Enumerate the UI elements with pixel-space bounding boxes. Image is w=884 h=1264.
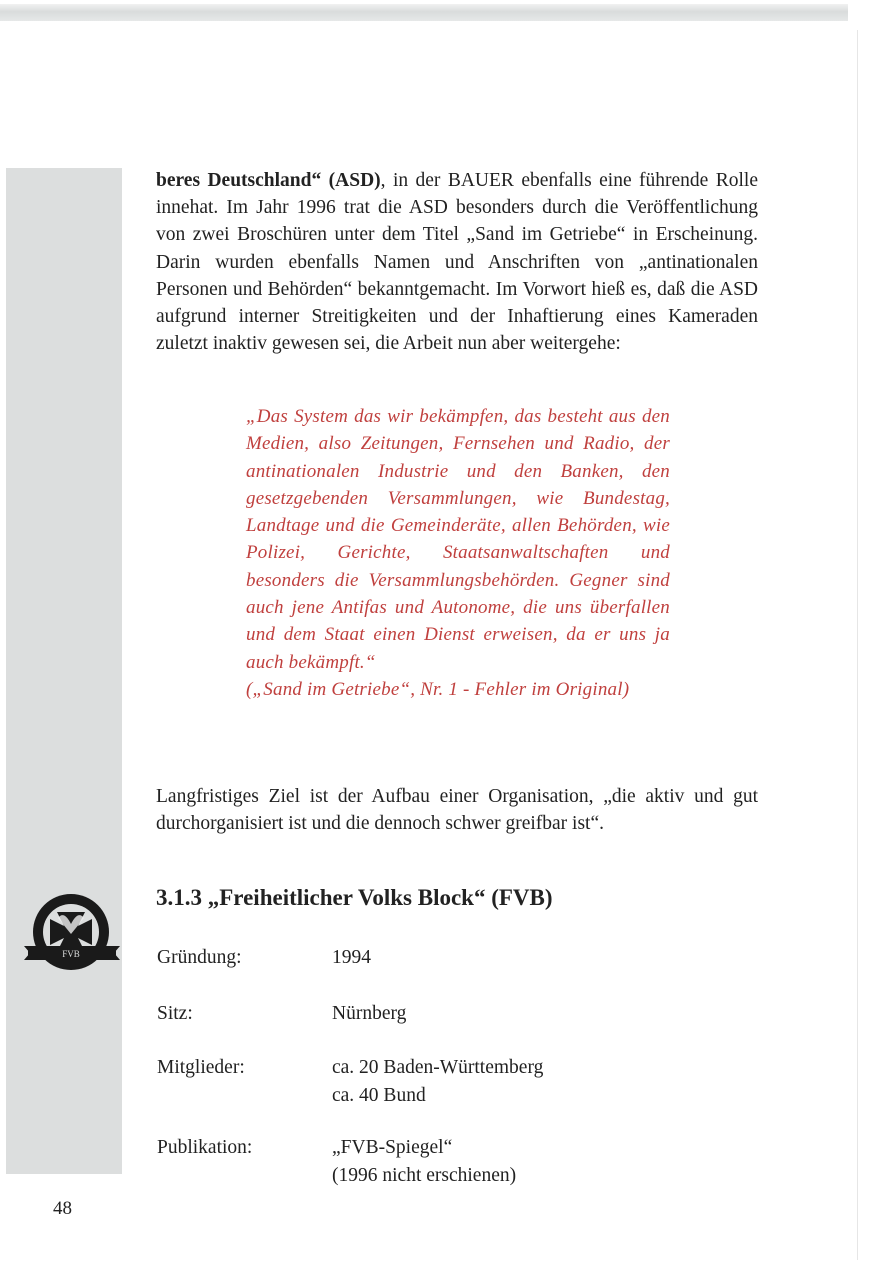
fact-value [332,1054,652,1109]
page-top-bar [0,4,848,21]
fact-label: Mitglieder: [157,1057,245,1078]
fact-value [332,1134,652,1189]
quote-source: („Sand im Getriebe“, Nr. 1 - Fehler im Original) [246,678,630,700]
sidebar-strip [6,168,122,1174]
fact-value-line: ca. 40 Bund [332,1084,426,1106]
fact-value-line: (1996 nicht erschienen) [332,1164,517,1186]
fact-value-line: „FVB-Spiegel“ [332,1137,453,1158]
paragraph-asd [156,167,758,357]
fact-value: 1994 [332,947,371,968]
section-heading: 3.1.3 „Freiheitlicher Volks Block“ (FVB) [156,885,553,910]
block-quote [246,403,670,703]
logo-text: FVB [62,949,80,959]
fact-value-line: ca. 20 Baden-Württemberg [332,1057,544,1078]
paragraph-lead-bold: beres Deutschland“ (ASD) [156,170,381,191]
quote-text: „Das System das wir bekämpfen, das besteht aus den Medien, also Zeitungen, Fernsehen und Radio, der antinationalen Industrie und den Banken, den gesetzgebenden Versammlungen, wie Bundestag, Landtage und die Gemeinderäte, allen Behörden, wie Polizei, Gerichte, Staatsanwaltschaften und besonders die Versammlungsbehörden. Gegner sind auch jene Antifas und Autonome, die uns überfallen und dem Staat einen Dienst erweisen, da er uns ja auch bekämpft.“ [246,406,670,673]
fact-label: Sitz: [157,1003,193,1024]
fact-label: Gründung: [157,947,242,968]
page-edge [857,30,858,1260]
fvb-emblem-icon [24,888,120,980]
fact-value: Nürnberg [332,1003,407,1024]
paragraph-text: , in der BAUER ebenfalls eine führende Rolle innehat. Im Jahr 1996 trat die ASD besonders durch die Veröffentlichung von zwei Broschüren unter dem Titel „Sand im Getriebe“ in Erscheinung. Darin wurden ebenfalls Namen und Anschriften von „antinationalen Personen und Behörden“ bekanntgemacht. Im Vorwort hieß es, daß die ASD aufgrund interner Streitigkeiten und der Inhaftierung eines Kameraden zuletzt inaktiv gewesen sei, die Arbeit nun aber weitergehe: [156,170,758,355]
page-number: 48 [53,1198,72,1219]
paragraph-conclusion: Langfristiges Ziel ist der Aufbau einer Organisation, „die aktiv und gut durchorganisiert ist und die dennoch schwer greifbar ist“. [156,786,758,835]
fact-label: Publikation: [157,1137,253,1158]
